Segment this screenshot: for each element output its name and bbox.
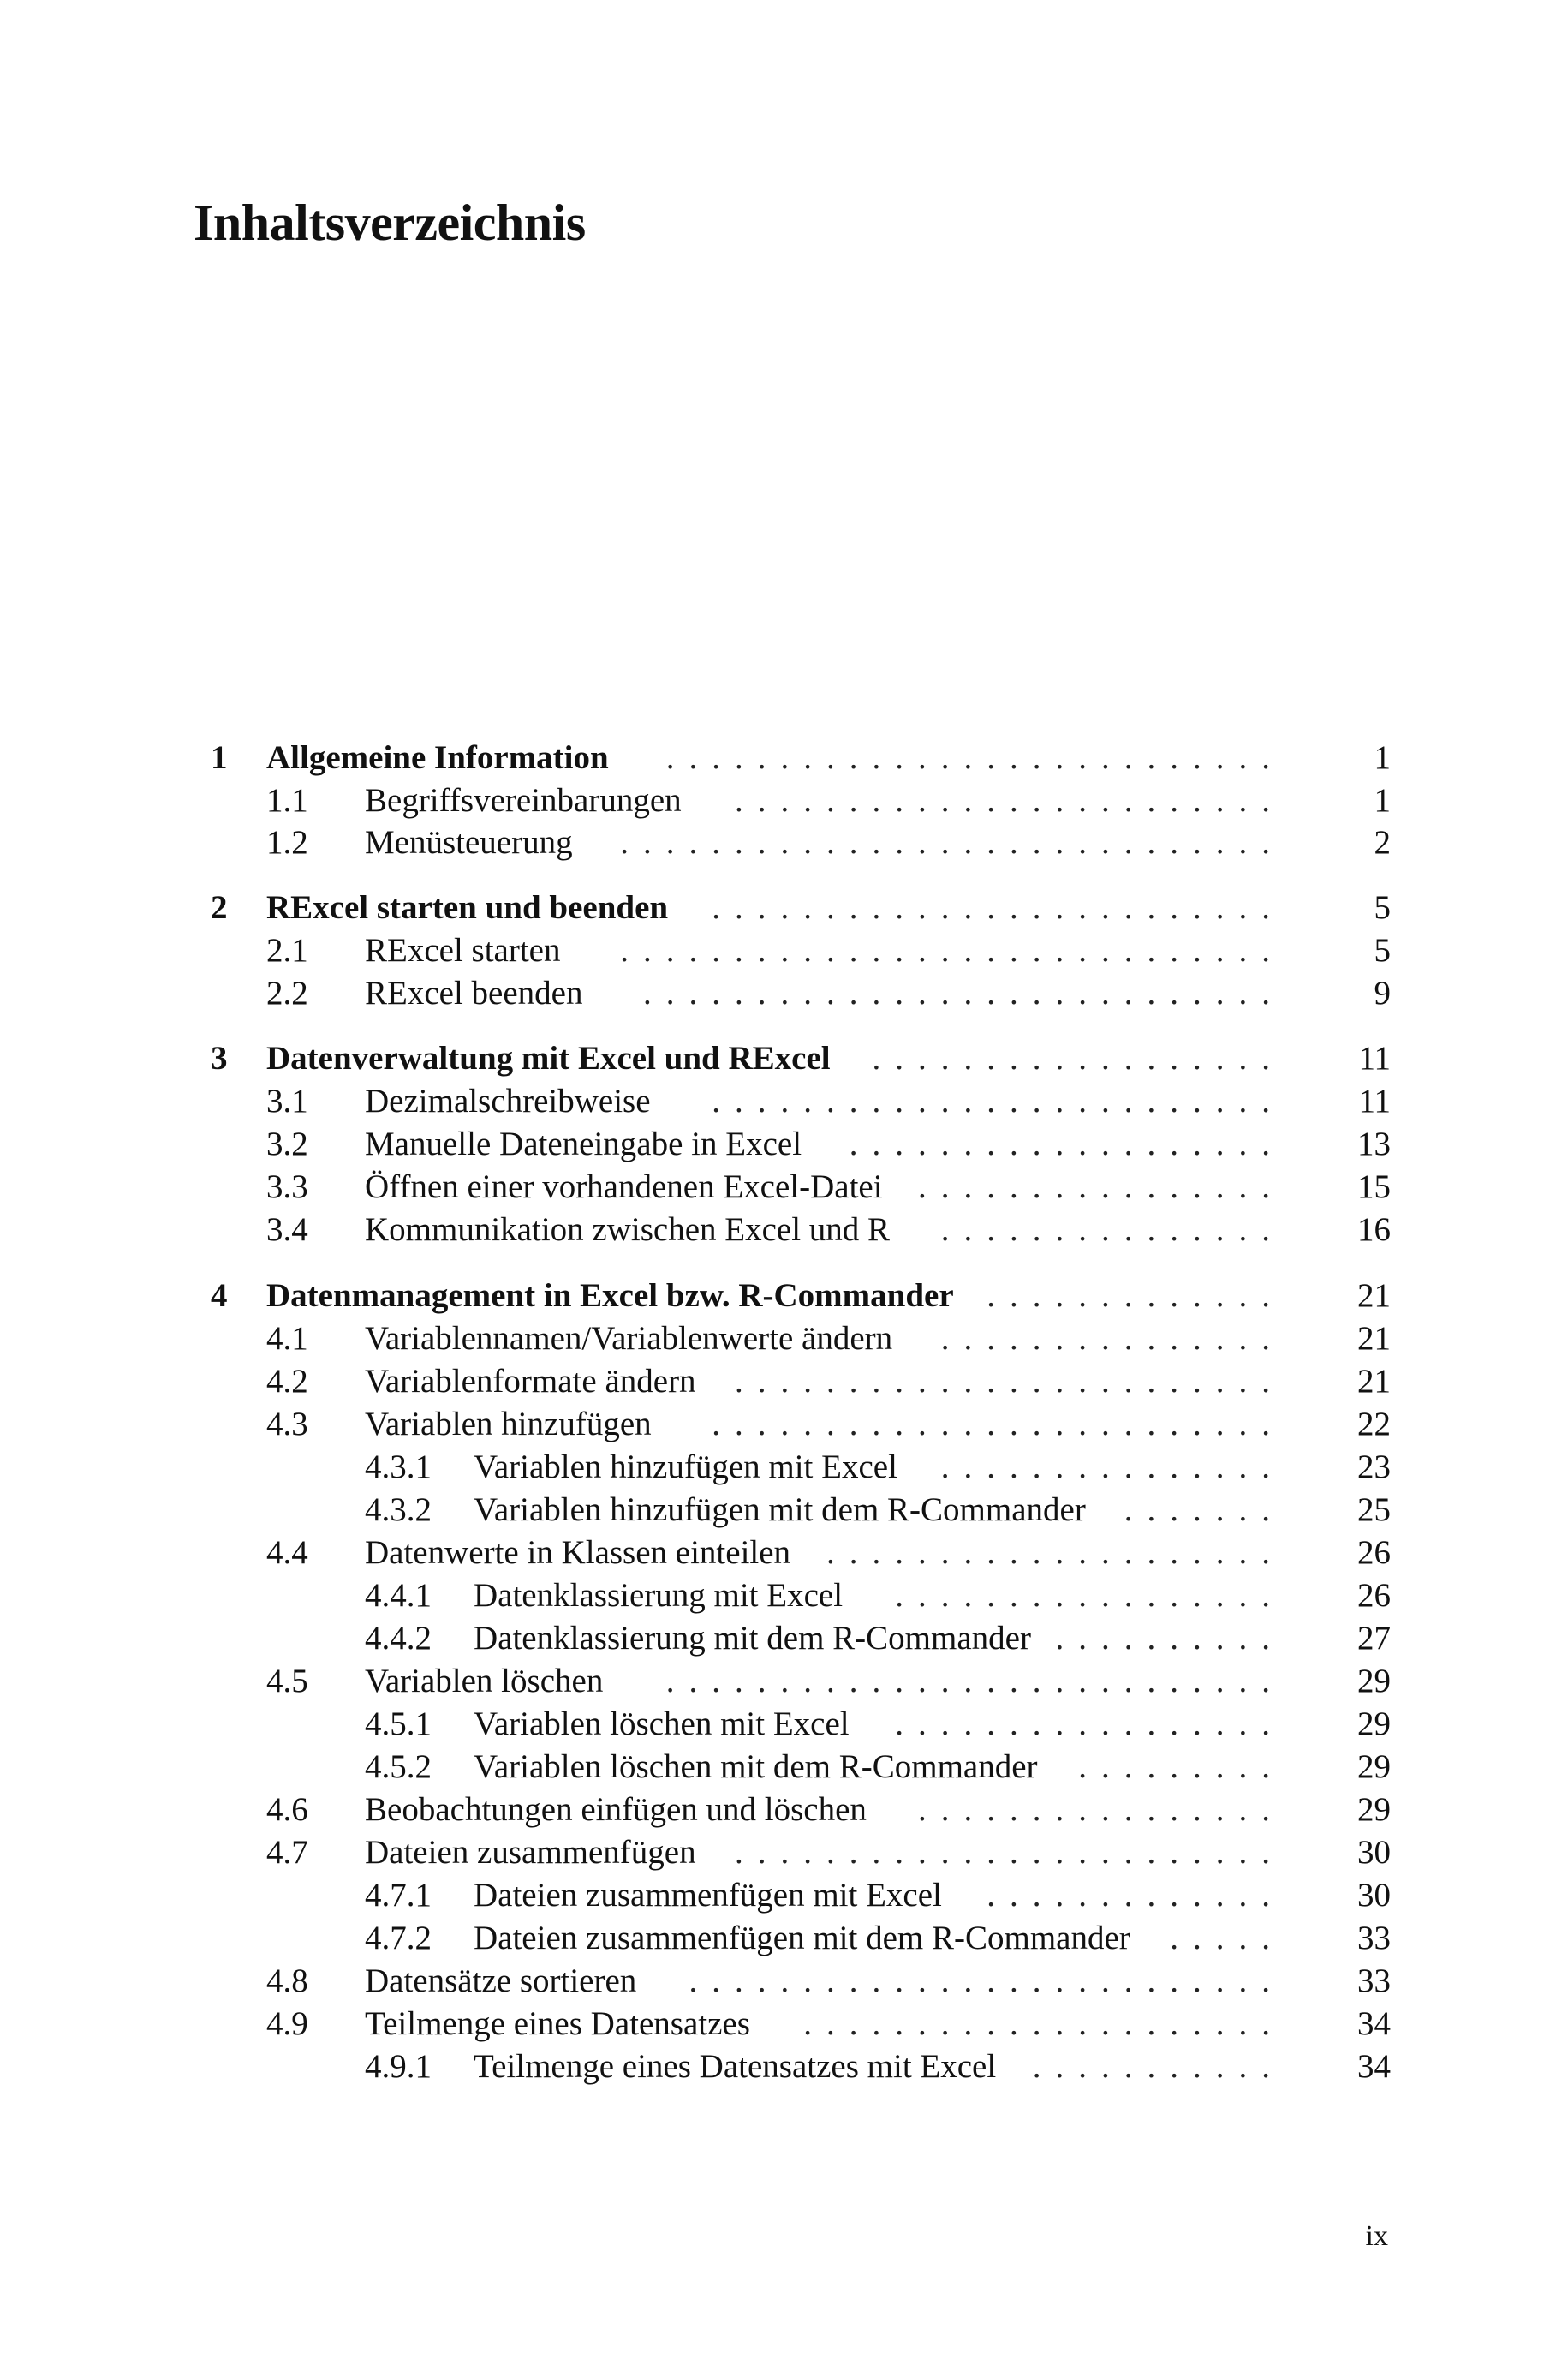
toc-entry-subsection[interactable] xyxy=(0,1874,1568,1917)
toc-entry-number: 4.6 xyxy=(266,1791,308,1828)
toc-entry-title: RExcel starten xyxy=(365,932,561,969)
toc-dot-leader: ......................... xyxy=(712,1083,1285,1120)
toc-entry-title: Allgemeine Information xyxy=(266,739,609,776)
toc-entry-subsection[interactable] xyxy=(0,1489,1568,1532)
toc-entry-subsection[interactable] xyxy=(0,1617,1568,1660)
toc-entry-section[interactable] xyxy=(0,1360,1568,1403)
toc-entry-page: 26 xyxy=(1357,1577,1391,1614)
toc-entry-number: 4.3.1 xyxy=(365,1448,432,1485)
toc-entry-page: 9 xyxy=(1374,975,1391,1012)
toc-entry-section[interactable] xyxy=(0,1403,1568,1446)
toc-dot-leader: ........................ xyxy=(735,1363,1285,1400)
toc-dot-leader: ................... xyxy=(849,1126,1285,1162)
toc-entry-page: 30 xyxy=(1357,1877,1391,1914)
toc-dot-leader: ............................. xyxy=(620,824,1285,861)
toc-entry-subsection[interactable] xyxy=(0,1703,1568,1746)
toc-entry-section[interactable] xyxy=(0,1660,1568,1703)
toc-entry-subsection[interactable] xyxy=(0,1746,1568,1789)
toc-entry-title: Datenklassierung mit Excel xyxy=(474,1577,844,1614)
toc-entry-page: 11 xyxy=(1358,1040,1391,1077)
toc-entry-title: Teilmenge eines Datensatzes xyxy=(365,2005,750,2042)
toc-dot-leader: ........................... xyxy=(665,1663,1285,1699)
toc-entry-page: 11 xyxy=(1358,1083,1391,1120)
toc-dot-leader: .......... xyxy=(1055,1620,1285,1657)
toc-entry-title: RExcel starten und beenden xyxy=(266,889,669,926)
toc-entry-section[interactable] xyxy=(0,1789,1568,1831)
toc-dot-leader: ........................ xyxy=(735,1834,1285,1871)
toc-entry-number: 4.7.2 xyxy=(365,1920,432,1956)
toc-entry-page: 27 xyxy=(1357,1620,1391,1657)
toc-entry-number: 3.2 xyxy=(266,1126,308,1162)
toc-entry-number: 4.4.2 xyxy=(365,1620,432,1657)
toc-entry-title: Datenmanagement in Excel bzw. R-Commander xyxy=(266,1277,954,1314)
toc-dot-leader: ................. xyxy=(895,1705,1285,1742)
toc-dot-leader: ............. xyxy=(987,1877,1285,1914)
toc-dot-leader: ............. xyxy=(987,1277,1285,1314)
toc-entry-section[interactable] xyxy=(0,1080,1568,1123)
toc-entry-page: 25 xyxy=(1357,1491,1391,1528)
toc-entry-chapter[interactable] xyxy=(0,1037,1568,1080)
toc-entry-page: 34 xyxy=(1357,2005,1391,2042)
toc-entry-page: 1 xyxy=(1374,739,1391,776)
toc-entry-number: 2.2 xyxy=(266,975,308,1012)
toc-entry-section[interactable] xyxy=(0,779,1568,822)
toc-entry-section[interactable] xyxy=(0,2003,1568,2046)
toc-entry-number: 2.1 xyxy=(266,932,308,969)
toc-entry-number: 4.5 xyxy=(266,1663,308,1699)
toc-entry-number: 4.7.1 xyxy=(365,1877,432,1914)
toc-entry-page: 30 xyxy=(1357,1834,1391,1871)
toc-entry-title: Variablen löschen mit Excel xyxy=(474,1705,850,1742)
toc-entry-page: 23 xyxy=(1357,1448,1391,1485)
toc-entry-number: 4.7 xyxy=(266,1834,308,1871)
toc-entry-number: 4.9 xyxy=(266,2005,308,2042)
toc-entry-number: 3 xyxy=(211,1040,228,1077)
toc-entry-number: 4.4.1 xyxy=(365,1577,432,1614)
toc-entry-number: 1.2 xyxy=(266,824,308,861)
toc-entry-title: Variablennamen/Variablenwerte ändern xyxy=(365,1320,893,1357)
toc-entry-title: Teilmenge eines Datensatzes mit Excel xyxy=(474,2048,997,2085)
toc-entry-section[interactable] xyxy=(0,972,1568,1015)
toc-entry-title: Manuelle Dateneingabe in Excel xyxy=(365,1126,802,1162)
toc-entry-number: 4.5.1 xyxy=(365,1705,432,1742)
toc-entry-section[interactable] xyxy=(0,1831,1568,1874)
toc-entry-page: 21 xyxy=(1357,1363,1391,1400)
toc-entry-number: 1.1 xyxy=(266,782,308,819)
toc-entry-page: 1 xyxy=(1374,782,1391,819)
toc-dot-leader: ............... xyxy=(940,1320,1285,1357)
toc-entry-page: 5 xyxy=(1374,889,1391,926)
toc-dot-leader: .................... xyxy=(826,1534,1285,1571)
toc-entry-subsection[interactable] xyxy=(0,1446,1568,1489)
toc-entry-title: Variablen hinzufügen mit dem R-Commander xyxy=(474,1491,1086,1528)
toc-entry-section[interactable] xyxy=(0,1166,1568,1209)
toc-entry-page: 5 xyxy=(1374,932,1391,969)
toc-entry-page: 13 xyxy=(1357,1126,1391,1162)
toc-entry-title: Datensätze sortieren xyxy=(365,1962,637,1999)
toc-dot-leader: ........................ xyxy=(735,782,1285,819)
toc-entry-number: 4.3.2 xyxy=(365,1491,432,1528)
toc-entry-subsection[interactable] xyxy=(0,1917,1568,1960)
toc-dot-leader: ..................... xyxy=(803,2005,1285,2042)
toc-entry-page: 34 xyxy=(1357,2048,1391,2085)
toc-entry-section[interactable] xyxy=(0,1532,1568,1574)
toc-entry-page: 29 xyxy=(1357,1791,1391,1828)
toc-entry-page: 33 xyxy=(1357,1962,1391,1999)
toc-entry-number: 4.5.2 xyxy=(365,1748,432,1785)
toc-entry-chapter[interactable] xyxy=(0,1275,1568,1317)
toc-dot-leader: ......................... xyxy=(712,1406,1285,1442)
toc-entry-title: Dateien zusammenfügen mit Excel xyxy=(474,1877,942,1914)
toc-entry-title: Variablen löschen mit dem R-Commander xyxy=(474,1748,1038,1785)
toc-entry-title: Öffnen einer vorhandenen Excel-Datei xyxy=(365,1168,883,1205)
toc-dot-leader: ......... xyxy=(1078,1748,1285,1785)
toc-dot-leader: ................. xyxy=(895,1577,1285,1614)
toc-entry-number: 4.4 xyxy=(266,1534,308,1571)
page-number: ix xyxy=(1365,2220,1388,2252)
toc-entry-section[interactable] xyxy=(0,1209,1568,1251)
toc-dot-leader: ................ xyxy=(918,1168,1285,1205)
toc-dot-leader: ......................... xyxy=(712,889,1285,926)
toc-entry-page: 22 xyxy=(1357,1406,1391,1442)
toc-entry-title: Begriffsvereinbarungen xyxy=(365,782,682,819)
toc-entry-number: 4.2 xyxy=(266,1363,308,1400)
toc-entry-title: Variablen hinzufügen mit Excel xyxy=(474,1448,897,1485)
toc-dot-leader: ............... xyxy=(940,1211,1285,1248)
toc-dot-leader: ........... xyxy=(1032,2048,1285,2085)
toc-entry-title: Kommunikation zwischen Excel und R xyxy=(365,1211,891,1248)
toc-dot-leader: ............................. xyxy=(620,932,1285,969)
toc-entry-title: RExcel beenden xyxy=(365,975,583,1012)
toc-entry-title: Datenverwaltung mit Excel und RExcel xyxy=(266,1040,831,1077)
toc-entry-title: Datenwerte in Klassen einteilen xyxy=(365,1534,791,1571)
toc-entry-title: Datenklassierung mit dem R-Commander xyxy=(474,1620,1031,1657)
toc-entry-number: 4 xyxy=(211,1277,228,1314)
toc-entry-number: 2 xyxy=(211,889,228,926)
toc-dot-leader: ..... xyxy=(1170,1920,1285,1956)
toc-dot-leader: .......................... xyxy=(689,1962,1285,1999)
toc-entry-chapter[interactable] xyxy=(0,737,1568,779)
toc-entry-page: 15 xyxy=(1357,1168,1391,1205)
toc-entry-page: 29 xyxy=(1357,1663,1391,1699)
toc-entry-number: 4.1 xyxy=(266,1320,308,1357)
toc-dot-leader: ........................... xyxy=(665,739,1285,776)
toc-entry-page: 16 xyxy=(1357,1211,1391,1248)
toc-entry-section[interactable] xyxy=(0,821,1568,864)
toc-entry-page: 26 xyxy=(1357,1534,1391,1571)
toc-entry-section[interactable] xyxy=(0,929,1568,972)
toc-entry-page: 21 xyxy=(1357,1320,1391,1357)
toc-entry-page: 29 xyxy=(1357,1705,1391,1742)
toc-entry-number: 4.8 xyxy=(266,1962,308,1999)
toc-entry-number: 3.4 xyxy=(266,1211,308,1248)
toc-entry-section[interactable] xyxy=(0,1317,1568,1360)
toc-dot-leader: ............................ xyxy=(643,975,1285,1012)
toc-entry-title: Dateien zusammenfügen xyxy=(365,1834,696,1871)
toc-entry-page: 21 xyxy=(1357,1277,1391,1314)
toc-entry-title: Dezimalschreibweise xyxy=(365,1083,651,1120)
toc-entry-title: Dateien zusammenfügen mit dem R-Commander xyxy=(474,1920,1130,1956)
toc-dot-leader: ............... xyxy=(940,1448,1285,1485)
toc-entry-title: Beobachtungen einfügen und löschen xyxy=(365,1791,867,1828)
toc-entry-number: 4.9.1 xyxy=(365,2048,432,2085)
toc-dot-leader: ....... xyxy=(1124,1491,1285,1528)
toc-entry-title: Variablen hinzufügen xyxy=(365,1406,652,1442)
toc-entry-chapter[interactable] xyxy=(0,887,1568,929)
toc-entry-subsection[interactable] xyxy=(0,2046,1568,2088)
toc-entry-subsection[interactable] xyxy=(0,1574,1568,1617)
toc-entry-title: Variablen löschen xyxy=(365,1663,604,1699)
toc-entry-number: 4.3 xyxy=(266,1406,308,1442)
page-title: Inhaltsverzeichnis xyxy=(194,194,586,251)
toc-entry-number: 1 xyxy=(211,739,228,776)
toc-entry-title: Menüsteuerung xyxy=(365,824,573,861)
toc-entry-section[interactable] xyxy=(0,1123,1568,1166)
toc-entry-page: 29 xyxy=(1357,1748,1391,1785)
toc-entry-number: 3.1 xyxy=(266,1083,308,1120)
toc-entry-page: 2 xyxy=(1374,824,1391,861)
toc-dot-leader: .................. xyxy=(872,1040,1285,1077)
toc-dot-leader: ................ xyxy=(918,1791,1285,1828)
toc-entry-title: Variablenformate ändern xyxy=(365,1363,696,1400)
toc-entry-page: 33 xyxy=(1357,1920,1391,1956)
toc-entry-number: 3.3 xyxy=(266,1168,308,1205)
toc-entry-section[interactable] xyxy=(0,1960,1568,2003)
